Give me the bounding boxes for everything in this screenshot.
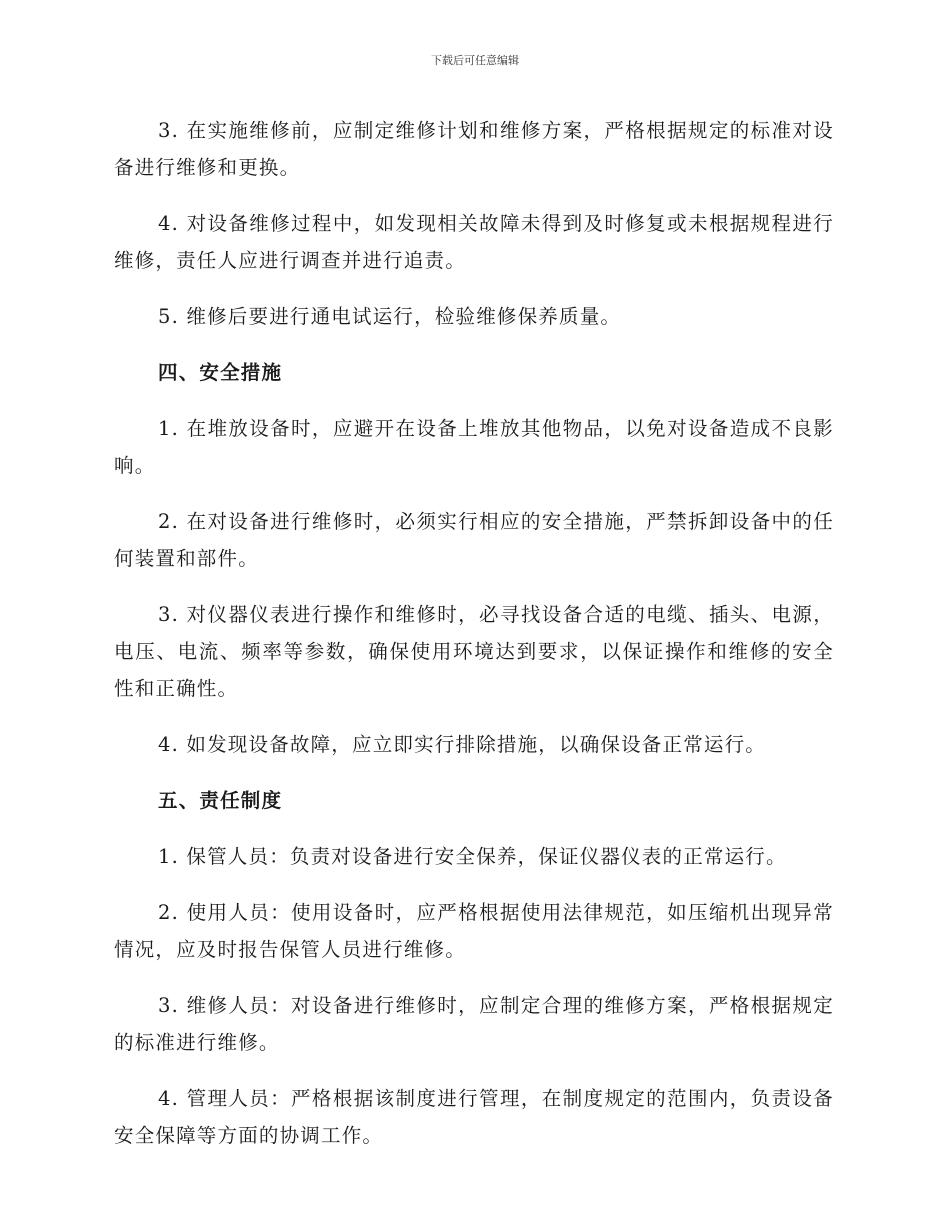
paragraph-user: 2. 使用人员：使用设备时，应严格根据使用法律规范，如压缩机出现异常情况，应及时报告保管人员进行维修。 bbox=[114, 901, 834, 961]
paragraph-maintainer: 3. 维修人员：对设备进行维修时，应制定合理的维修方案，严格根据规定的标准进行维修。 bbox=[114, 994, 834, 1054]
paragraph-maintenance-plan: 3. 在实施维修前，应制定维修计划和维修方案，严格根据规定的标准对设备进行维修和更换。 bbox=[114, 119, 834, 179]
paragraph-stacking: 1. 在堆放设备时，应避开在设备上堆放其他物品，以免对设备造成不良影响。 bbox=[114, 417, 834, 477]
paragraph-instrument-parameters: 3. 对仪器仪表进行操作和维修时，必寻找设备合适的电缆、插头、电源，电压、电流、频率等参数，确保使用环境达到要求，以保证操作和维修的安全性和正确性。 bbox=[114, 603, 834, 700]
paragraph-safety-during-repair: 2. 在对设备进行维修时，必须实行相应的安全措施，严禁拆卸设备中的任何装置和部件。 bbox=[114, 510, 834, 570]
paragraph-accountability: 4. 对设备维修过程中，如发现相关故障未得到及时修复或未根据规程进行维修，责任人应进行调查并进行追责。 bbox=[114, 212, 834, 272]
paragraph-test-run: 5. 维修后要进行通电试运行，检验维修保养质量。 bbox=[158, 305, 622, 328]
page-header: 下载后可任意编辑 bbox=[431, 54, 519, 67]
paragraph-custodian: 1. 保管人员：负责对设备进行安全保养，保证仪器仪表的正常运行。 bbox=[158, 845, 787, 868]
paragraph-fault-handling: 4. 如发现设备故障，应立即实行排除措施，以确保设备正常运行。 bbox=[158, 733, 767, 756]
paragraph-manager: 4. 管理人员：严格根据该制度进行管理，在制度规定的范围内，负责设备安全保障等方面的协调工作。 bbox=[114, 1087, 834, 1147]
document-body bbox=[114, 112, 834, 1173]
section-heading-responsibility: 五、责任制度 bbox=[158, 789, 283, 812]
section-heading-safety-measures: 四、安全措施 bbox=[158, 361, 283, 384]
